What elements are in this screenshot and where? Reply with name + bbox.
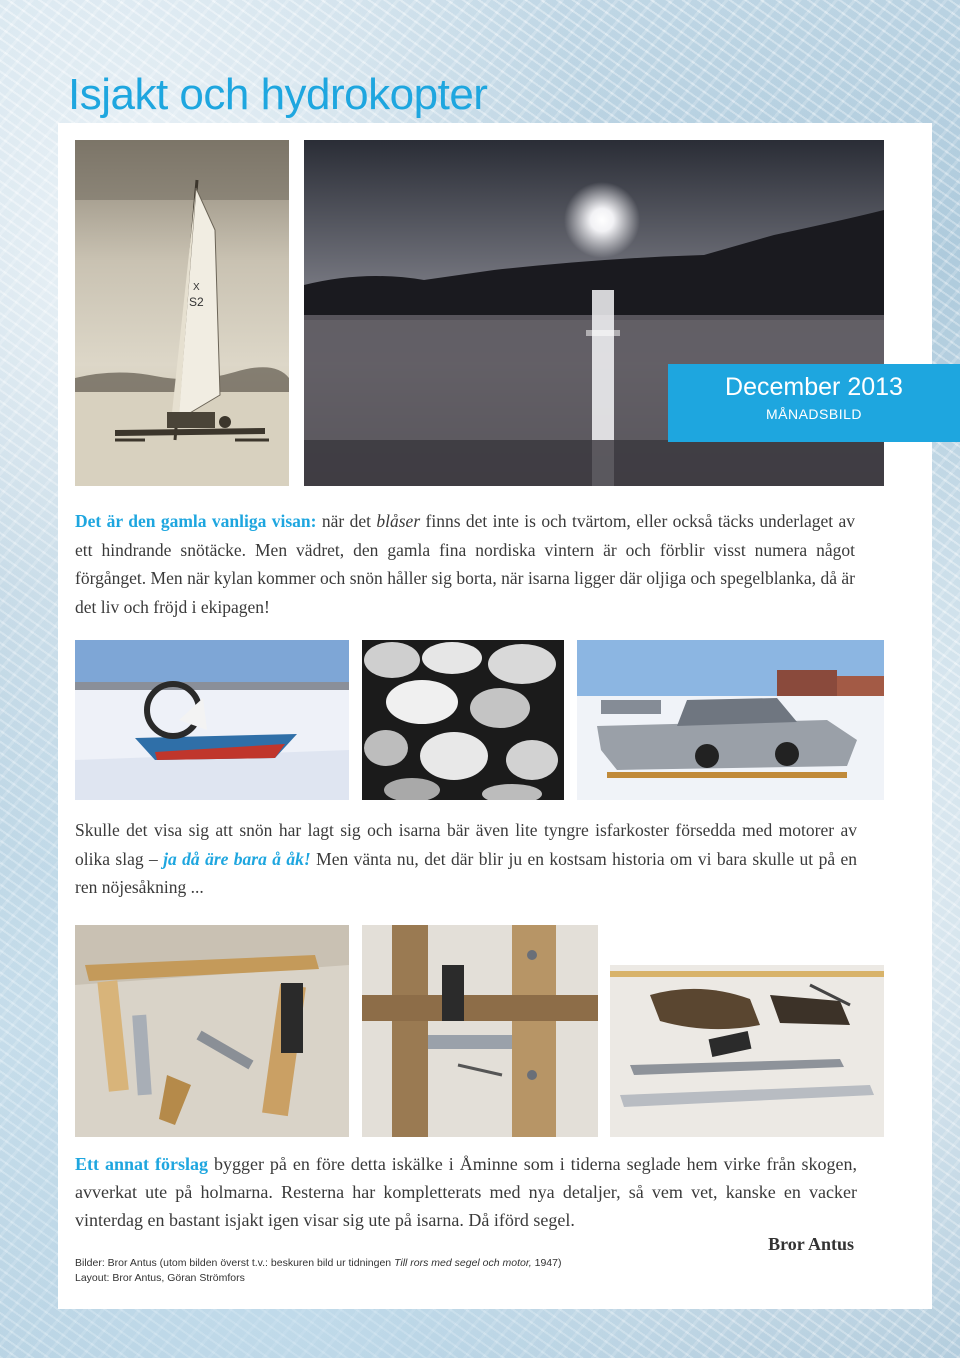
ice-floes-photo: [362, 640, 564, 800]
motor-text-a: Skulle det visa sig att snön har lagt sig och isarna bär även lite tyngre isfarkoster försedda med motorer av olika slag –: [75, 820, 857, 869]
intro-lead: Det är den gamla vanliga visan:: [75, 511, 317, 531]
beam-fitting-photo: [362, 925, 598, 1137]
intro-paragraph: [75, 507, 855, 621]
proposal-text: bygger på en före detta iskälke i Åminne som i tiderna seglade hem virke från skogen, avverkat ute på holmarna. Resterna har kompletterats med nya detaljer, så vem vet, kanske en vacker vinterdag en bastant isjakt igen visar sig ute på isarna. Då iförd segel.: [75, 1154, 857, 1230]
old-runners-photo: [610, 965, 884, 1137]
motor-emphasis: ja då äre bara å åk!: [163, 848, 311, 869]
page-title: Isjakt och hydrokopter: [68, 70, 488, 119]
credits-block: [75, 1256, 675, 1286]
intro-italic: blåser: [376, 511, 421, 531]
ice-yacht-photo: [75, 140, 289, 486]
photo-credits-prefix: Bilder: Bror Antus (utom bilden överst t.v.: beskuren bild ur tidningen: [75, 1257, 395, 1269]
layout-credits: Layout: Bror Antus, Göran Strömfors: [75, 1272, 245, 1284]
author-signature: Bror Antus: [768, 1234, 854, 1254]
badge-label: MÅNADSBILD: [765, 406, 863, 422]
motor-text-b: Men vänta nu, det där blir ju en kostsam historia om vi bara skulle ut på en ren nöjesåkning ...: [75, 848, 858, 897]
motor-ice-vehicle-photo: [577, 640, 884, 800]
month-badge: [668, 364, 960, 442]
wood-parts-photo: [75, 925, 349, 1137]
intro-text-b: finns det inte is och tvärtom, eller också täcks underlaget av ett hindrande snötäcke. Men vädret, den gamla fina nordiska vintern är och förblir visst numera något förgånget. Men när kylan kommer och snön håller sig borta, när isarna ligger där oljiga och spegelblanka, då är det liv och fröjd i ekipagen!: [75, 511, 855, 617]
intro-text-a: när det: [316, 511, 377, 531]
svg-text:X: X: [193, 282, 200, 293]
photo-credits-source: Till rors med segel och motor,: [394, 1257, 532, 1269]
badge-month: December 2013: [725, 373, 903, 401]
hovercraft-photo: [75, 640, 349, 800]
svg-text:S2: S2: [189, 295, 204, 309]
proposal-paragraph: [75, 1150, 857, 1234]
motor-paragraph: [75, 816, 857, 902]
photo-credits-suffix: 1947): [531, 1257, 562, 1269]
photo-credits: [75, 1256, 675, 1271]
proposal-lead: Ett annat förslag: [75, 1154, 208, 1174]
